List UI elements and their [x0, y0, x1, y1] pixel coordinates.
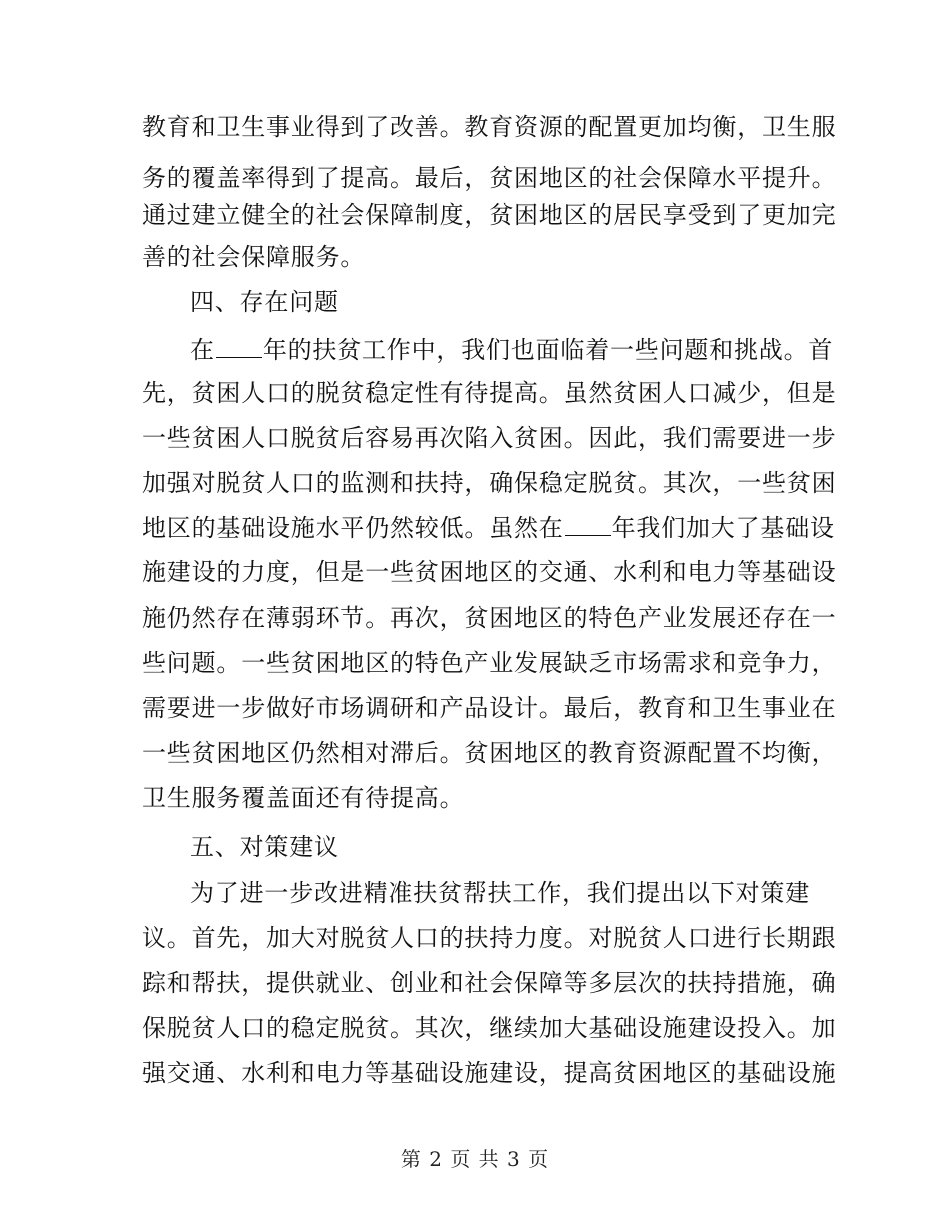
section-heading-suggestions: 五、对策建议 — [190, 833, 339, 861]
body-text-line: 踪和帮扶，提供就业、创业和社会保障等多层次的扶持措施，确 — [142, 969, 837, 997]
body-text-line: 加强对脱贫人口的监测和扶持，确保稳定脱贫。其次，一些贫困 — [142, 469, 837, 497]
page-number-footer: 第 2 页 共 3 页 — [400, 1147, 550, 1171]
text-before-blank: 地区的基础设施水平仍然较低。虽然在 — [142, 514, 564, 542]
body-text-line: 先，贫困人口的脱贫稳定性有待提高。虽然贫困人口减少，但是 — [142, 379, 837, 407]
text-after-blank: 年我们加大了基础设 — [611, 514, 835, 542]
year-blank — [565, 515, 611, 536]
body-text-line: 卫生服务覆盖面还有待提高。 — [142, 784, 465, 812]
body-text-line: 一些贫困地区仍然相对滞后。贫困地区的教育资源配置不均衡， — [142, 739, 837, 767]
body-text-line: 为了进一步改进精准扶贫帮扶工作，我们提出以下对策建 — [190, 879, 810, 907]
section-heading-problems: 四、存在问题 — [190, 288, 339, 316]
body-text-line: 善的社会保障服务。 — [142, 243, 366, 271]
body-text-line: 议。首先，加大对脱贫人口的扶持力度。对脱贫人口进行长期跟 — [142, 924, 837, 952]
body-text-line: 需要进一步做好市场调研和产品设计。最后，教育和卫生事业在 — [142, 694, 837, 722]
body-text-line — [190, 335, 833, 365]
body-text-line: 保脱贫人口的稳定脱贫。其次，继续加大基础设施建设投入。加 — [142, 1014, 837, 1042]
body-text-line: 些问题。一些贫困地区的特色产业发展缺乏市场需求和竞争力， — [142, 649, 837, 677]
text-after-blank: 年的扶贫工作中，我们也面临着一些问题和挑战。首 — [262, 336, 834, 364]
body-text-line: 施建设的力度，但是一些贫困地区的交通、水利和电力等基础设 — [142, 558, 837, 586]
body-text-line: 一些贫困人口脱贫后容易再次陷入贫困。因此，我们需要进一步 — [142, 424, 837, 452]
year-blank — [216, 337, 262, 358]
body-text-line: 通过建立健全的社会保障制度，贫困地区的居民享受到了更加完 — [142, 201, 837, 229]
body-text-line: 施仍然存在薄弱环节。再次，贫困地区的特色产业发展还存在一 — [142, 604, 837, 632]
body-text-line — [142, 513, 835, 543]
body-text-line: 务的覆盖率得到了提高。最后，贫困地区的社会保障水平提升。 — [142, 164, 837, 192]
text-before-blank: 在 — [190, 336, 215, 364]
body-text-line: 强交通、水利和电力等基础设施建设，提高贫困地区的基础设施 — [142, 1059, 837, 1087]
body-text-line: 教育和卫生事业得到了改善。教育资源的配置更加均衡，卫生服 — [142, 113, 837, 141]
